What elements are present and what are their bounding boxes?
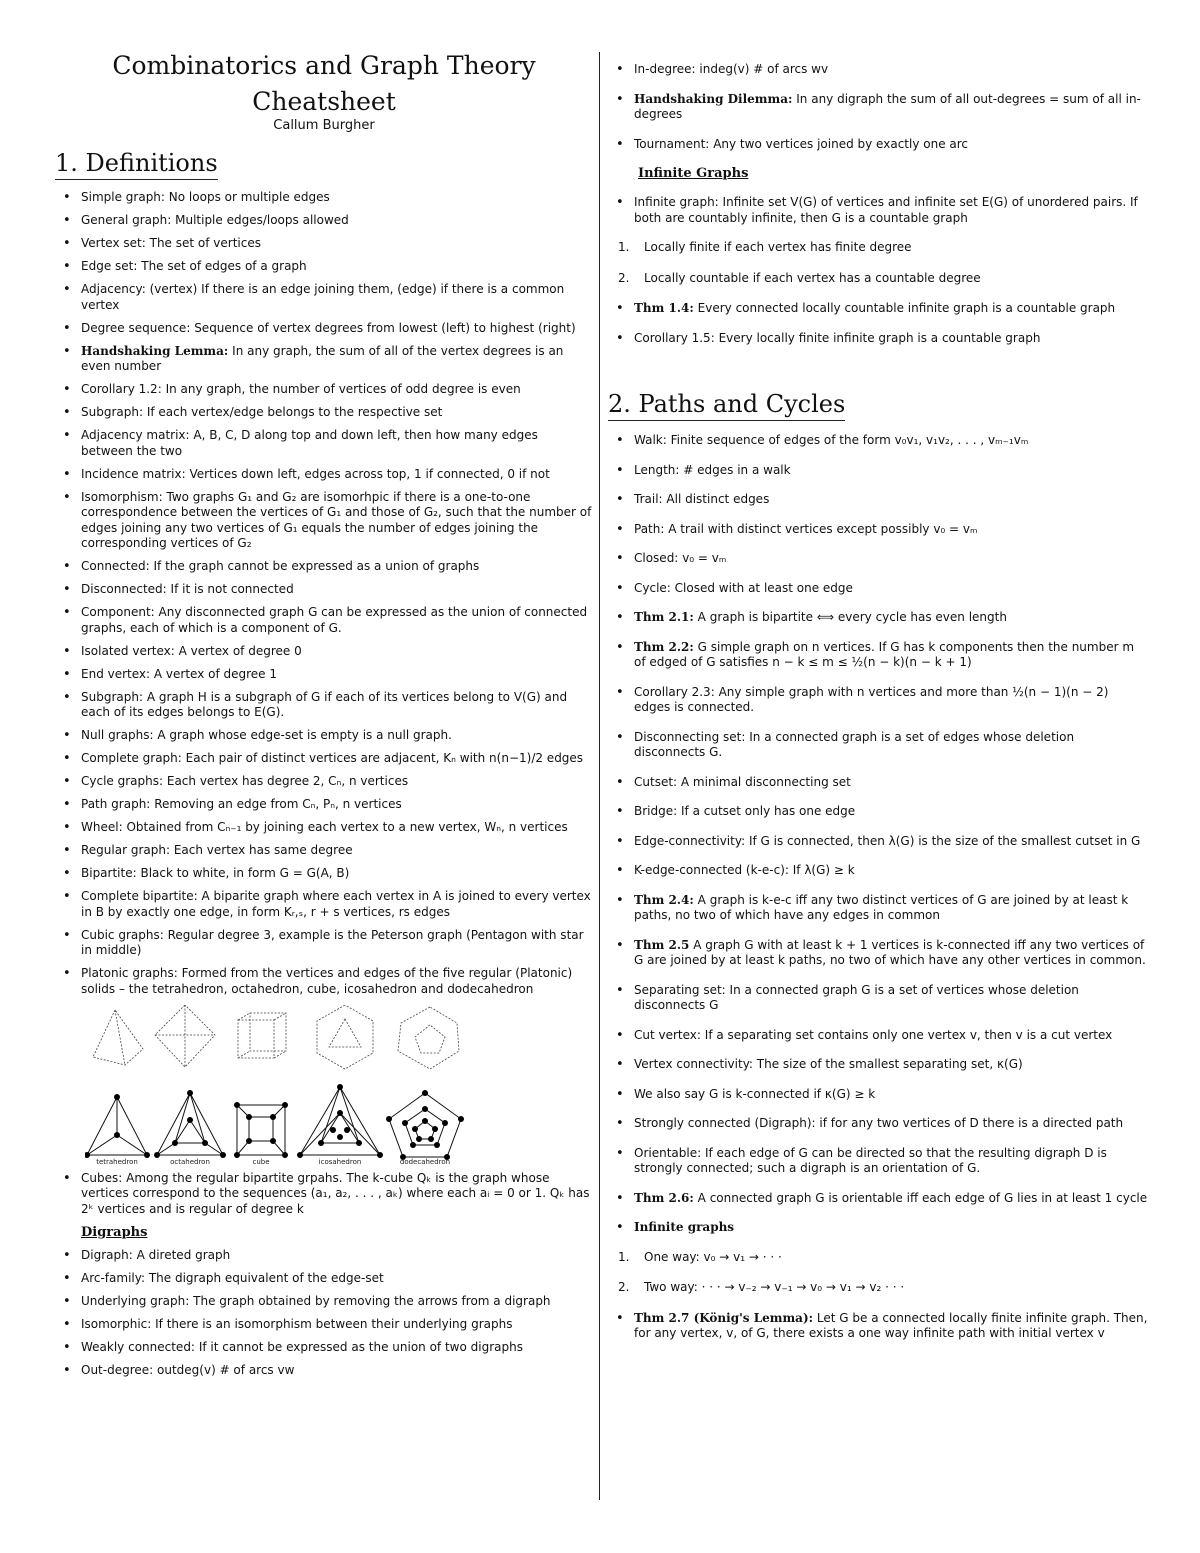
item-text: In a connected graph is a set of edges whose deletion disconnects G.	[634, 729, 1075, 759]
item-text: The set of edges of a graph	[141, 259, 307, 273]
item-text: Every locally finite infinite graph is a countable graph	[718, 330, 1041, 345]
list-item	[55, 966, 593, 997]
list-item	[55, 690, 593, 721]
list-item	[55, 582, 593, 598]
list-item	[608, 1057, 1148, 1073]
list-item	[608, 463, 1148, 479]
item-text: Any disconnected graph G can be expressed as the union of connected graphs, each of which is a component of G.	[81, 605, 588, 635]
section-heading-definitions: 1. Definitions	[55, 149, 218, 180]
item-term: Degree sequence:	[81, 320, 191, 335]
solid-label: tetrahedron	[96, 1157, 138, 1165]
item-text: The size of the smallest separating set, κ(G)	[756, 1057, 1023, 1071]
list-item	[55, 928, 593, 959]
item-term: Handshaking Lemma:	[81, 343, 229, 358]
list-item	[55, 382, 593, 398]
list-item	[55, 1340, 593, 1356]
item-text: A graph G with at least k + 1 vertices is k-connected iff any two vertices of G are joined by at least k paths, no two of which have any other vertices in common.	[634, 937, 1146, 967]
item-text: # edges in a walk	[683, 462, 791, 477]
item-term: Corollary 2.3:	[634, 684, 715, 699]
platonic-solids-drawing	[85, 1005, 465, 1165]
item-text: No loops or multiple edges	[168, 190, 330, 204]
item-term: Strongly connected (Digraph):	[634, 1116, 816, 1130]
solid-label: dodecahedron	[399, 1157, 451, 1165]
item-text: Every connected locally countable infinite graph is a countable graph	[697, 301, 1116, 315]
item-text: The digraph equivalent of the edge-set	[148, 1271, 384, 1285]
list-item	[608, 804, 1148, 820]
item-text: indeg(v) # of arcs wv	[699, 62, 829, 76]
item-term: Complete bipartite:	[81, 889, 198, 903]
item-term: Null graphs:	[81, 728, 154, 742]
list-item	[608, 938, 1148, 969]
list-item	[55, 889, 593, 920]
item-text: A, B, C, D along top and down left, then how many edges between the two	[81, 428, 538, 458]
item-text: Obtained from Cₙ₋₁ by joining each vertex to a new vertex, Wₙ, n vertices	[126, 820, 568, 834]
sublist-item: 1. One way: v₀ → v₁ → · · ·	[618, 1249, 782, 1264]
item-text: A graph is bipartite ⟺ every cycle has even length	[697, 610, 1007, 624]
list-item	[608, 685, 1148, 716]
list-item	[55, 1363, 593, 1379]
item-text: In any graph, the number of vertices of odd degree is even	[165, 382, 521, 396]
infinite-sublist	[608, 240, 1148, 286]
item-term: Cycle:	[634, 580, 671, 595]
item-term: Trail:	[634, 492, 663, 506]
item-term: Disconnecting set:	[634, 729, 746, 744]
item-text: Each pair of distinct vertices are adjacent, Kₙ with n(n−1)/2 edges	[185, 751, 584, 765]
item-text: A vertex of degree 0	[178, 643, 302, 658]
item-term: Path graph:	[81, 797, 151, 811]
list-item	[608, 834, 1148, 850]
item-term: Subgraph:	[81, 689, 144, 704]
definitions-list	[55, 190, 593, 997]
list-item	[55, 1271, 593, 1287]
list-item	[55, 1317, 593, 1333]
item-text: Finite sequence of edges of the form v₀v₁, v₁v₂, . . . , vₘ₋₁vₘ	[670, 433, 1029, 447]
platonic-solids-figure	[85, 1005, 465, 1165]
konig-list	[608, 1311, 1148, 1342]
item-term: Bipartite:	[81, 866, 137, 880]
list-item	[608, 551, 1148, 567]
item-text: In any digraph the sum of all out-degrees = sum of all in-degrees	[634, 91, 1141, 121]
item-term: Thm 2.2:	[634, 639, 694, 654]
item-term: Regular graph:	[81, 843, 171, 857]
item-term: Length:	[634, 462, 680, 477]
item-term: Cycle graphs:	[81, 774, 164, 788]
list-item	[608, 863, 1148, 879]
item-text: In any graph, the sum of all of the vertex degrees is an even number	[81, 343, 564, 373]
item-text: The set of vertices	[149, 236, 261, 250]
list-item	[608, 433, 1148, 449]
list-item	[55, 820, 593, 836]
item-text: A biparite graph where each vertex in A is joined to every vertex in B by exactly one edge, in form Kᵣ,ₛ, r + s vertices, rs edges	[81, 889, 591, 919]
item-term: Disconnected:	[81, 582, 167, 596]
item-term: Isomorphism:	[81, 489, 163, 504]
list-item	[55, 843, 593, 859]
item-text: If λ(G) ≥ k	[792, 863, 855, 877]
list-item	[608, 137, 1148, 153]
list-item	[55, 644, 593, 660]
item-text: outdeg(v) # of arcs vw	[157, 1363, 295, 1377]
item-text: Any two vertices joined by exactly one arc	[713, 136, 969, 151]
list-item	[55, 797, 593, 813]
list-item	[55, 259, 593, 275]
item-term: Arc-family:	[81, 1271, 146, 1285]
item-text: If the graph cannot be expressed as a union of graphs	[153, 559, 480, 573]
subheading-infinite-graphs: Infinite Graphs	[638, 166, 749, 181]
digraph-list	[55, 1248, 593, 1379]
list-item	[608, 1146, 1148, 1177]
item-text: Removing an edge from Cₙ, Pₙ, n vertices	[154, 797, 402, 811]
list-item	[608, 775, 1148, 791]
right-column	[608, 62, 1148, 1356]
item-term: Separating set:	[634, 982, 726, 997]
item-term: Thm 2.5	[634, 937, 690, 952]
list-item	[55, 321, 593, 337]
list-item	[608, 1220, 1148, 1236]
infinite-paths-sublist	[608, 1250, 1148, 1296]
list-item	[608, 581, 1148, 597]
item-term: Path:	[634, 521, 665, 536]
item-text: (vertex) If there is an edge joining them, (edge) if there is a common vertex	[81, 282, 565, 312]
solid-label: icosahedron	[318, 1157, 362, 1165]
list-item	[608, 492, 1148, 508]
infinite-graph-list	[608, 195, 1148, 226]
item-term: Corollary 1.5:	[634, 330, 715, 345]
item-term: Weakly connected:	[81, 1340, 195, 1354]
item-term: Corollary 1.2:	[81, 382, 162, 396]
item-term: End vertex:	[81, 666, 151, 681]
item-term: Handshaking Dilemma:	[634, 91, 793, 106]
item-term: Subgraph:	[81, 405, 144, 419]
list-item	[55, 190, 593, 206]
list-item	[608, 730, 1148, 761]
item-term: Thm 2.6:	[634, 1190, 694, 1205]
item-term: K-edge-connected (k-e-c):	[634, 863, 789, 877]
item-term: Isolated vertex:	[81, 643, 175, 658]
paths-cycles-list	[608, 433, 1148, 1236]
item-term: Tournament:	[634, 136, 710, 151]
item-term: Thm 1.4:	[634, 301, 694, 315]
list-item	[608, 1028, 1148, 1044]
item-text: If there is an isomorphism between their underlying graphs	[155, 1317, 513, 1331]
item-text: A graph whose edge-set is empty is a null graph.	[157, 728, 452, 742]
list-item	[55, 467, 593, 483]
list-item	[608, 983, 1148, 1014]
digraph-continued-list	[608, 62, 1148, 152]
item-term: Out-degree:	[81, 1363, 154, 1377]
list-item	[55, 774, 593, 790]
item-term: Cutset:	[634, 774, 678, 789]
item-text: A direted graph	[136, 1248, 231, 1262]
item-text: A vertex of degree 1	[153, 666, 278, 681]
list-item	[608, 62, 1148, 78]
item-term: Simple graph:	[81, 190, 165, 204]
item-text: A trail with distinct vertices except possibly v₀ = vₘ	[668, 521, 978, 536]
item-term: Adjacency matrix:	[81, 428, 190, 442]
item-term: General graph:	[81, 213, 172, 227]
sublist-item: 2. Two way: · · · → v₋₂ → v₋₁ → v₀ → v₁ → v₂ · · ·	[618, 1280, 905, 1294]
item-term: Vertex connectivity:	[634, 1057, 753, 1071]
item-text: Black to white, in form G = G(A, B)	[140, 866, 350, 880]
item-text: if for any two vertices of D there is a directed path	[819, 1116, 1124, 1130]
list-item	[55, 405, 593, 421]
sublist-item: 1. Locally finite if each vertex has finite degree	[618, 240, 912, 254]
list-item	[55, 344, 593, 375]
item-text: G simple graph on n vertices. If G has k components then the number m of edged of G satisfies n − k ≤ m ≤ ½(n − k)(n − k + 1)	[634, 639, 1135, 669]
item-text: If each vertex/edge belongs to the respective set	[146, 405, 443, 419]
list-item	[55, 490, 593, 552]
sublist-item: 2. Locally countable if each vertex has a countable degree	[618, 270, 981, 285]
item-text: Two graphs G₁ and G₂ are isomorhpic if there is a one-to-one correspondence between the vertices of G₁ and those of G₂, such that the number of edges joining any two vertices of G₁ equals the number of edges joining the corresponding vertices of G₂	[81, 489, 592, 550]
item-text: All distinct edges	[666, 492, 770, 506]
item-term: Closed:	[634, 551, 679, 565]
list-item	[608, 1191, 1148, 1207]
cubes-list	[55, 1171, 593, 1218]
item-text: Sequence of vertex degrees from lowest (left) to highest (right)	[194, 320, 576, 335]
item-term: Complete graph:	[81, 751, 182, 765]
author: Callum Burgher	[273, 118, 375, 133]
solid-label: cube	[252, 1157, 270, 1165]
item-term: Bridge:	[634, 804, 678, 818]
item-term: Edge-connectivity:	[634, 833, 746, 848]
item-text: If G is connected, then λ(G) is the size of the smallest cutset in G	[748, 833, 1141, 848]
list-item	[608, 92, 1148, 123]
item-term: Edge set:	[81, 259, 138, 273]
item-term: Thm 2.4:	[634, 892, 694, 907]
item-text: G is k-connected if κ(G) ≥ k	[709, 1086, 876, 1101]
item-term: Digraph:	[81, 1248, 133, 1262]
item-term: Underlying graph:	[81, 1294, 190, 1308]
column-divider	[599, 52, 600, 1500]
item-term: Platonic graphs:	[81, 966, 178, 980]
item-text: If each edge of G can be directed so that the resulting digraph D is strongly connected; such a digraph is an orientation of G.	[634, 1145, 1107, 1175]
list-item	[608, 522, 1148, 538]
item-text: Each vertex has same degree	[173, 843, 353, 857]
list-item	[55, 213, 593, 229]
list-item	[55, 282, 593, 313]
list-item	[55, 605, 593, 636]
item-text: Vertices down left, edges across top, 1 if connected, 0 if not	[189, 466, 550, 481]
item-text: Each vertex has degree 2, Cₙ, n vertices	[166, 774, 409, 788]
subheading-digraphs: Digraphs	[81, 1225, 148, 1240]
list-item	[608, 893, 1148, 924]
list-item: • Infinite graph: Infinite set V(G) of vertices and infinite set E(G) of unordered pairs. If both are countably infinite, then G is a countable graph	[608, 195, 1148, 226]
item-term: Component:	[81, 605, 155, 619]
item-text: If a separating set contains only one vertex v, then v is a cut vertex	[704, 1027, 1113, 1042]
item-term: Cubic graphs:	[81, 927, 164, 942]
item-term: Walk:	[634, 433, 667, 447]
theorem-list	[608, 301, 1148, 346]
list-item	[55, 1248, 593, 1264]
list-item	[55, 236, 593, 252]
list-item	[55, 728, 593, 744]
item-text: The graph obtained by removing the arrows from a digraph	[193, 1294, 551, 1308]
list-item	[608, 1116, 1148, 1132]
item-term: Cut vertex:	[634, 1027, 701, 1042]
item-term: Incidence matrix:	[81, 466, 186, 481]
item-text: A graph H is a subgraph of G if each of its vertices belong to V(G) and each of its edges belongs to E(G).	[81, 689, 568, 719]
item-text: v₀ = vₘ	[682, 551, 727, 565]
item-text: If a cutset only has one edge	[681, 804, 856, 818]
item-text: Regular degree 3, example is the Peterson graph (Pentagon with star in middle)	[81, 927, 584, 957]
list-item	[608, 610, 1148, 626]
list-item: • Cubes: Among the regular bipartite grpahs. The k-cube Qₖ is the graph whose vertices correspond to the sequences (a₁, a₂, . . . , aₖ) where each aᵢ = 0 or 1. Qₖ has 2ᵏ vertices and is regular of degree k	[55, 1171, 593, 1218]
item-text: A graph is k-e-c iff any two distinct vertices of G are joined by at least k paths, no two of which have any edges in common	[634, 892, 1129, 922]
item-term: Thm 2.1:	[634, 610, 694, 624]
list-item	[608, 640, 1148, 671]
list-item	[608, 301, 1148, 317]
list-item	[55, 866, 593, 882]
list-item	[55, 1294, 593, 1310]
item-text: A connected graph G is orientable iff each edge of G lies in at least 1 cycle	[697, 1190, 1148, 1205]
item-text: Multiple edges/loops allowed	[175, 213, 349, 227]
item-text: If it cannot be expressed as the union of two digraphs	[198, 1340, 523, 1354]
item-term: We also say	[634, 1086, 706, 1101]
item-text: Closed with at least one edge	[674, 580, 853, 595]
item-term: In-degree:	[634, 62, 696, 76]
section-heading-paths-cycles: 2. Paths and Cycles	[608, 390, 845, 421]
left-column	[55, 40, 593, 1386]
item-term: Connected:	[81, 559, 150, 573]
document-title: Combinatorics and Graph Theory Cheatsheet	[112, 51, 536, 116]
item-term: Infinite graphs	[634, 1220, 735, 1234]
list-item	[608, 1087, 1148, 1103]
list-item	[55, 559, 593, 575]
solid-label: octahedron	[170, 1157, 210, 1165]
item-term: Wheel:	[81, 820, 123, 834]
item-text: If it is not connected	[170, 582, 294, 596]
list-item	[608, 331, 1148, 347]
list-item	[55, 751, 593, 767]
item-term: Vertex set:	[81, 236, 146, 250]
list-item	[55, 667, 593, 683]
item-text: Any simple graph with n vertices and more than ½(n − 1)(n − 2) edges is connected.	[634, 684, 1109, 714]
item-text: A minimal disconnecting set	[680, 774, 851, 789]
item-term: Isomorphic:	[81, 1317, 152, 1331]
list-item	[55, 428, 593, 459]
item-text: In a connected graph G is a set of vertices whose deletion disconnects G	[634, 982, 1079, 1012]
item-term: Adjacency:	[81, 282, 146, 296]
list-item: • Thm 2.7 (König's Lemma): Let G be a connected locally finite infinite graph. Then, for any vertex, v, of G, there exists a one way infinite path with initial vertex v	[608, 1311, 1148, 1342]
item-text: Formed from the vertices and edges of the five regular (Platonic) solids – the tetrahedron, octahedron, cube, icosahedron and dodecahedron	[81, 966, 573, 996]
item-term: Orientable:	[634, 1145, 702, 1160]
